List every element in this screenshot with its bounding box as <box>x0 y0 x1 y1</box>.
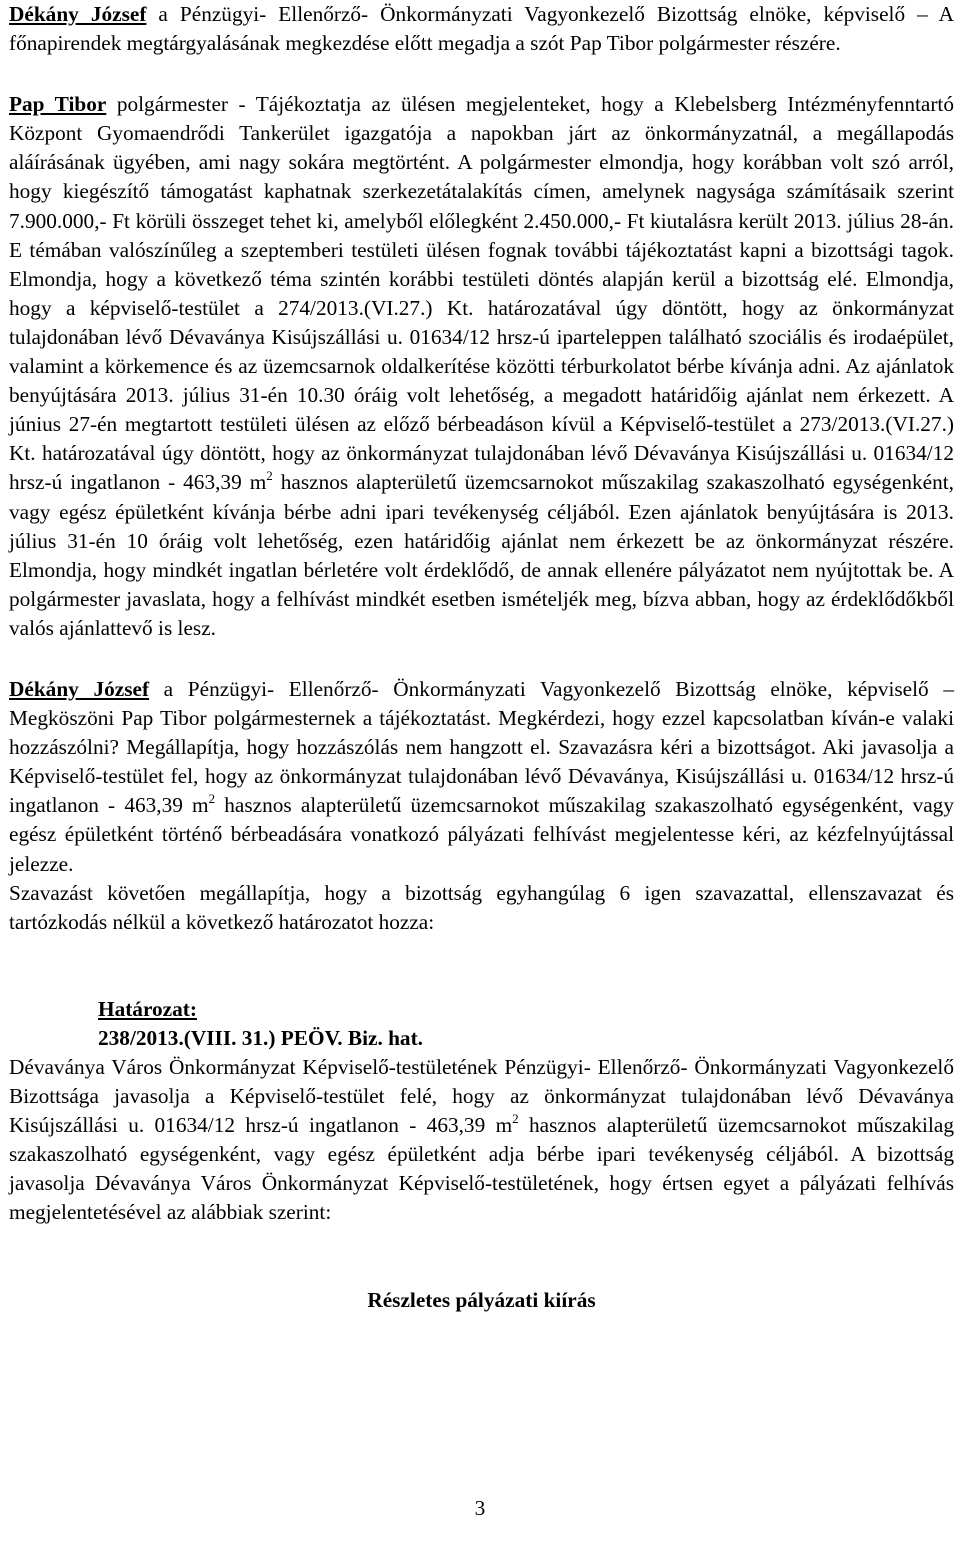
paragraph-text: hasznos alapterületű üzemcsarnokot műszakilag szakaszolható egységenként, vagy egész épületként adja bérbe ipari tevékenység céljából. A bizottság javasolja Dévaványa Város Önkormányzat Képviselő-testületének, hogy értsen egyet a pályázati felhívás megjelentetésével az alábbiak szerint: <box>9 1113 954 1225</box>
spacer <box>9 58 954 90</box>
paragraph-text: hasznos alapterületű üzemcsarnokot műszakilag szakaszolható egységenként, vagy egész épületként kívánja bérbe adni ipari tevékenység céljából. Ezen ajánlatok benyújtására is 2013. július 31-én 10 óráig volt lehetőség, ezen határidőig ajánlat nem érkezett be az önkormányzat részére. Elmondja, hogy mindkét ingatlan bérletére volt érdeklődő, de annak ellenére pályázatot nem nyújtottak be. A polgármester javaslata, hogy a felhívást mindkét esetben ismételjék meg, bízva abban, hogy az érdeklődőkből valós ajánlattevő is lesz. <box>9 470 954 640</box>
section-title: Részletes pályázati kiírás <box>367 1287 596 1312</box>
paragraph-text: hasznos alapterületű üzemcsarnokot műszakilag szakaszolható egységenként, vagy egész épületként történő bérbeadására vonatkozó pályázati felhívást megjelentesse kéri, az kézfelnyújtással jelezze. <box>9 793 954 876</box>
document-page <box>9 0 954 1315</box>
speaker-name: Dékány József <box>9 676 150 701</box>
superscript: 2 <box>266 468 273 484</box>
speaker-name: Pap Tibor <box>9 92 107 117</box>
paragraph-text: a Pénzügyi- Ellenőrző- Önkormányzati Vagyonkezelő Bizottság elnöke, képviselő – A főnapirendek megtárgyalásának megkezdése előtt megadja a szót Pap Tibor polgármester részére. <box>9 2 954 56</box>
speaker-name: Dékány József <box>9 2 147 26</box>
paragraph-vote-result: Szavazást követően megállapítja, hogy a bizottság egyhangúlag 6 igen szavazattal, ellenszavazat és tartózkodás nélkül a következő határozatot hozza: <box>9 880 954 934</box>
spacer <box>9 643 954 675</box>
superscript: 2 <box>512 1111 519 1127</box>
resolution-heading: Határozat: <box>98 996 197 1021</box>
spacer <box>9 937 954 995</box>
paragraph-mayor-report <box>9 90 954 643</box>
page-number: 3 <box>474 1496 486 1520</box>
paragraph-chair-vote-call <box>9 675 954 879</box>
paragraph-text: polgármester - Tájékoztatja az ülésen megjelenteket, hogy a Klebelsberg Intézményfenntartó Központ Gyomaendrődi Tankerület igazgatója a napokban járt az önkormányzatnál, a megállapodás aláírásának ügyében, ami nagy sokára megtörtént. A polgármester elmondja, hogy korábban volt szó arról, hogy kiegészítő támogatást kaphatnak szerkezetátalakítás címen, amelynek nagysága számításaik szerint 7.900.000,- Ft körüli összeget tehet ki, amelyből előlegként 2.450.000,- Ft kiutalásra került 2013. július 28-án. E témában valószínűleg a szeptemberi testületi ülésen fognak további tájékoztatást kapni a bizottsági tagok. Elmondja, hogy a következő téma szintén korábbi testületi döntés alapján kerül a bizottság elé. Elmondja, hogy a képviselő-testület a 274/2013.(VI.27.) Kt. határozatával úgy döntött, hogy az önkormányzat tulajdonában lévő Dévaványa Kisújszállási u. 01634/12 hrsz-ú iparteleppen található szociális és irodaépület, valamint a körkemence és az üzemcsarnok oldalkerítése közötti térburkolatot bérbe kívánja adni. Az ajánlatok benyújtására 2013. július 31-én 10.30 óráig volt lehetőség, a megadott határidőig ajánlat nem érkezett. A június 27-én megtartott testületi ülésen az előző bérbeadáson kívül a Képviselő-testület a 273/2013.(VI.27.) Kt. határozatával úgy döntött, hogy az önkormányzat tulajdonában lévő Dévaványa Kisújszállási u. 01634/12 hrsz-ú ingatlanon - 463,39 m <box>9 92 955 495</box>
resolution-number: 238/2013.(VIII. 31.) PEÖV. Biz. hat. <box>98 1025 423 1050</box>
paragraph-text: a Pénzügyi- Ellenőrző- Önkormányzati Vagyonkezelő Bizottság elnöke, képviselő – Megköszöni Pap Tibor polgármesternek a tájékoztatást. Megkérdezi, hogy ezzel kapcsolatban kíván-e valaki hozzászólni? Megállapítja, hogy hozzászólás nem hangzott el. Szavazásra kéri a bizottságot. Aki javasolja a Képviselő-testület fel, hogy az önkormányzat tulajdonában lévő Dévaványa, Kisújszállási u. 01634/12 hrsz-ú ingatlanon - 463,39 m <box>9 676 954 818</box>
spacer <box>9 1228 954 1286</box>
superscript: 2 <box>208 791 216 807</box>
paragraph-text: Dévaványa Város Önkormányzat Képviselő-testületének Pénzügyi- Ellenőrző- Önkormányzati Vagyonkezelő Bizottsága javasolja a Képviselő-testület felé, hogy az önkormányzat tulajdonában lévő Dévaványa Kisújszállási u. 01634/12 hrsz-ú ingatlanon - 463,39 m <box>9 1055 954 1138</box>
paragraph-chair-intro <box>9 0 954 58</box>
resolution-text <box>9 1053 954 1228</box>
